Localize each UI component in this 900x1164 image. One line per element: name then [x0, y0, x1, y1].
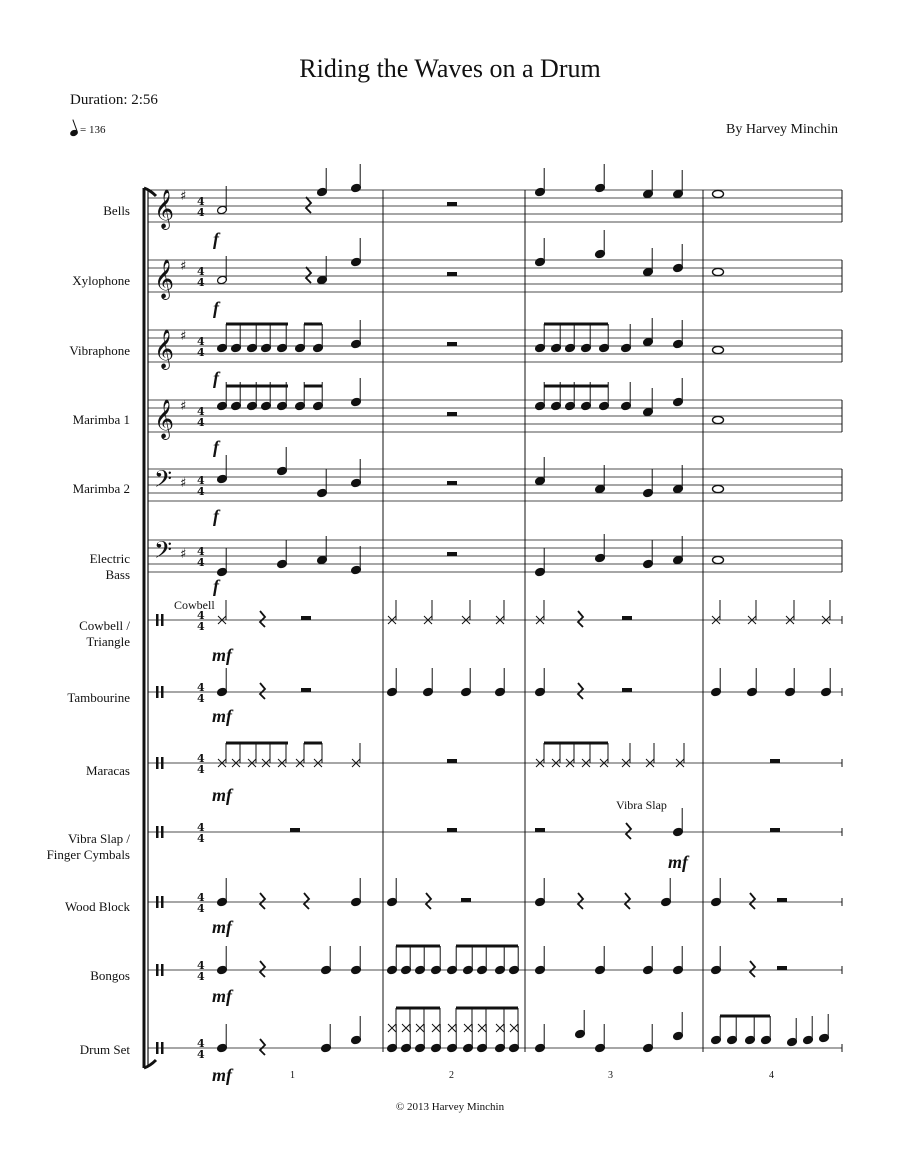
- time-signature-bottom: 4: [197, 970, 205, 983]
- percussion-clef-icon: [161, 757, 164, 769]
- x-note-head: [402, 1024, 410, 1032]
- dynamic-marking: mf: [212, 645, 232, 665]
- rest-icon: [447, 272, 457, 276]
- percussion-clef-icon: [156, 686, 159, 698]
- dynamic-marking: mf: [212, 986, 232, 1006]
- bass-clef-icon: 𝄢: [154, 465, 173, 498]
- whole-note-head: [713, 190, 724, 197]
- treble-clef-icon: 𝄞: [154, 189, 175, 229]
- quarter-rest-icon: [578, 893, 583, 909]
- time-signature-bottom: 4: [197, 763, 205, 776]
- quarter-rest-icon: [260, 683, 265, 699]
- whole-note-head: [713, 485, 724, 492]
- rest-icon: [447, 412, 457, 416]
- percussion-clef-icon: [161, 964, 164, 976]
- score-title: Riding the Waves on a Drum: [299, 54, 601, 83]
- time-signature-bottom: 4: [197, 620, 205, 633]
- percussion-clef-icon: [161, 1042, 164, 1054]
- rest-icon: [535, 828, 545, 832]
- x-note-head: [478, 1024, 486, 1032]
- x-note-head: [496, 1024, 504, 1032]
- instrument-name-xylophone: Xylophone: [72, 273, 130, 288]
- technique-cowbell: Cowbell: [174, 598, 215, 612]
- technique-vibra-slap: Vibra Slap: [616, 798, 667, 812]
- instrument-name-line: Cowbell /: [79, 618, 130, 633]
- time-signature-top: 4: [197, 1037, 205, 1050]
- treble-clef-icon: 𝄞: [154, 399, 175, 439]
- percussion-clef-icon: [161, 896, 164, 908]
- quarter-rest-icon: [304, 893, 309, 909]
- quarter-rest-icon: [260, 893, 265, 909]
- key-signature-sharp-icon: ♯: [180, 476, 187, 491]
- x-note-head: [416, 1024, 424, 1032]
- rest-icon: [447, 552, 457, 556]
- quarter-rest-icon: [750, 893, 755, 909]
- quarter-rest-icon: [260, 611, 265, 627]
- rest-icon: [770, 759, 780, 763]
- instrument-name-line: Bass: [105, 567, 130, 582]
- quarter-rest-icon: [625, 893, 630, 909]
- dynamic-marking: mf: [668, 852, 688, 872]
- copyright-notice: © 2013 Harvey Minchin: [395, 1101, 505, 1113]
- time-signature-top: 4: [197, 959, 205, 972]
- dynamic-marking: f: [213, 368, 219, 388]
- percussion-clef-icon: [161, 826, 164, 838]
- quarter-rest-icon: [626, 823, 631, 839]
- whole-note-head: [713, 416, 724, 423]
- time-signature-top: 4: [197, 405, 205, 418]
- quarter-rest-icon: [306, 197, 311, 213]
- whole-note-head: [713, 556, 724, 563]
- whole-note-head: [713, 346, 724, 353]
- instrument-name-line: Finger Cymbals: [46, 847, 130, 862]
- dynamic-marking: f: [213, 437, 219, 457]
- measure-number: 4: [769, 1070, 774, 1081]
- rest-icon: [461, 898, 471, 902]
- percussion-clef-icon: [161, 614, 164, 626]
- time-signature-bottom: 4: [197, 832, 205, 845]
- rest-icon: [447, 342, 457, 346]
- time-signature-top: 4: [197, 335, 205, 348]
- quarter-rest-icon: [260, 1039, 265, 1055]
- time-signature-bottom: 4: [197, 902, 205, 915]
- instrument-name-maracas: Maracas: [85, 763, 130, 778]
- treble-clef-icon: 𝄞: [154, 259, 175, 299]
- dynamic-marking: f: [213, 506, 219, 526]
- rest-icon: [622, 688, 632, 692]
- instrument-name-tambourine: Tambourine: [67, 690, 130, 705]
- rest-icon: [770, 828, 780, 832]
- dynamic-marking: mf: [212, 706, 232, 726]
- instrument-name-marimba-1: Marimba 1: [72, 412, 130, 427]
- instrument-name-bongos: Bongos: [90, 968, 130, 983]
- dynamic-marking: f: [213, 298, 219, 318]
- time-signature-bottom: 4: [197, 485, 205, 498]
- dynamic-marking: f: [213, 229, 219, 249]
- rest-icon: [777, 898, 787, 902]
- instrument-name-line: Vibra Slap /: [67, 831, 130, 846]
- x-note-head: [464, 1024, 472, 1032]
- x-note-head: [510, 1024, 518, 1032]
- time-signature-bottom: 4: [197, 276, 205, 289]
- percussion-clef-icon: [156, 614, 159, 626]
- rest-icon: [447, 202, 457, 206]
- key-signature-sharp-icon: ♯: [180, 189, 187, 204]
- time-signature-top: 4: [197, 609, 205, 622]
- x-note-head: [388, 1024, 396, 1032]
- time-signature-top: 4: [197, 821, 205, 834]
- instrument-name-line: Triangle: [86, 634, 130, 649]
- percussion-clef-icon: [156, 896, 159, 908]
- time-signature-bottom: 4: [197, 556, 205, 569]
- instrument-name-drum-set: Drum Set: [79, 1042, 130, 1057]
- time-signature-top: 4: [197, 265, 205, 278]
- key-signature-sharp-icon: ♯: [180, 399, 187, 414]
- percussion-clef-icon: [156, 826, 159, 838]
- dynamic-marking: mf: [212, 785, 232, 805]
- quarter-rest-icon: [306, 267, 311, 283]
- rest-icon: [447, 759, 457, 763]
- measure-number: 1: [290, 1070, 295, 1081]
- key-signature-sharp-icon: ♯: [180, 547, 187, 562]
- key-signature-sharp-icon: ♯: [180, 259, 187, 274]
- instrument-name-marimba-2: Marimba 2: [72, 481, 130, 496]
- instrument-name-wood-block: Wood Block: [64, 899, 130, 914]
- time-signature-bottom: 4: [197, 346, 205, 359]
- tempo-value: = 136: [80, 124, 106, 136]
- key-signature-sharp-icon: ♯: [180, 329, 187, 344]
- system-bracket: [144, 188, 156, 1068]
- time-signature-top: 4: [197, 474, 205, 487]
- time-signature-top: 4: [197, 681, 205, 694]
- whole-note-head: [713, 268, 724, 275]
- rest-icon: [301, 616, 311, 620]
- measure-number: 2: [449, 1070, 454, 1081]
- treble-clef-icon: 𝄞: [154, 329, 175, 369]
- time-signature-bottom: 4: [197, 692, 205, 705]
- percussion-clef-icon: [156, 964, 159, 976]
- time-signature-top: 4: [197, 752, 205, 765]
- rest-icon: [777, 966, 787, 970]
- dynamic-marking: f: [213, 576, 219, 596]
- percussion-clef-icon: [161, 686, 164, 698]
- instrument-name-line: Electric: [89, 551, 130, 566]
- rest-icon: [290, 828, 300, 832]
- rest-icon: [301, 688, 311, 692]
- quarter-rest-icon: [578, 611, 583, 627]
- instrument-name-vibraphone: Vibraphone: [69, 343, 130, 358]
- instrument-name-bells: Bells: [103, 203, 130, 218]
- duration-label: Duration: 2:56: [70, 92, 158, 108]
- x-note-head: [432, 1024, 440, 1032]
- percussion-clef-icon: [156, 757, 159, 769]
- rest-icon: [622, 616, 632, 620]
- rest-icon: [447, 481, 457, 485]
- quarter-rest-icon: [578, 683, 583, 699]
- composer-credit: By Harvey Minchin: [726, 122, 838, 137]
- x-note-head: [448, 1024, 456, 1032]
- quarter-rest-icon: [426, 893, 431, 909]
- rest-icon: [447, 828, 457, 832]
- bass-clef-icon: 𝄢: [154, 536, 173, 569]
- time-signature-bottom: 4: [197, 206, 205, 219]
- time-signature-bottom: 4: [197, 416, 205, 429]
- dynamic-marking: mf: [212, 917, 232, 937]
- quarter-rest-icon: [260, 961, 265, 977]
- time-signature-top: 4: [197, 891, 205, 904]
- quarter-rest-icon: [750, 961, 755, 977]
- dynamic-marking: mf: [212, 1065, 232, 1085]
- time-signature-bottom: 4: [197, 1048, 205, 1061]
- time-signature-top: 4: [197, 195, 205, 208]
- measure-number: 3: [608, 1070, 613, 1081]
- time-signature-top: 4: [197, 545, 205, 558]
- percussion-clef-icon: [156, 1042, 159, 1054]
